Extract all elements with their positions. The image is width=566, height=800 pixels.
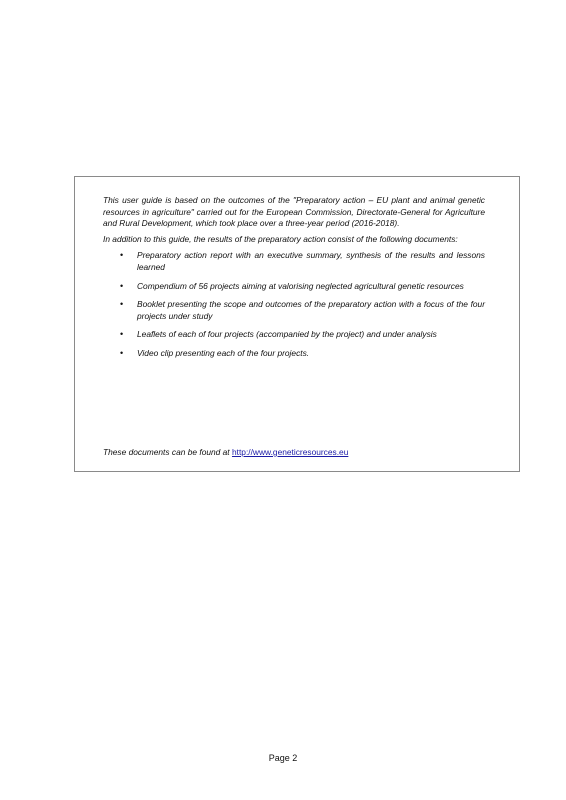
bullet-icon: • (120, 250, 124, 261)
list-item-text: Compendium of 56 projects aiming at valorising neglected agricultural genetic resources (137, 280, 464, 291)
list-item (103, 329, 485, 341)
bullet-icon: • (120, 299, 124, 310)
list-item (103, 250, 485, 273)
documents-location-text: These documents can be found at (103, 447, 230, 457)
list-item-text: Leaflets of each of four projects (accompanied by the project) and under analysis (137, 329, 437, 340)
bullet-icon: • (120, 329, 124, 340)
list-item-text: Booklet presenting the scope and outcomes of the preparatory action with a focus of the four projects under study (137, 299, 485, 321)
page-number: Page 2 (268, 753, 298, 763)
bullet-icon: • (120, 347, 124, 358)
intro-paragraph: This user guide is based on the outcomes of the "Preparatory action – EU plant and animal genetic resources in agriculture" carried out for the European Commission, Directorate-General for Agriculture and Rural Development, which took place over a three-year period (2016-2018). (103, 195, 485, 229)
info-box (74, 176, 520, 472)
geneticresources-link[interactable]: http://www.geneticresources.eu (231, 447, 349, 457)
documents-list (103, 250, 485, 359)
list-item (103, 299, 485, 322)
bullet-icon: • (120, 280, 124, 291)
list-item (103, 348, 485, 360)
documents-intro-paragraph: In addition to this guide, the results of the preparatory action consist of the following documents: (103, 233, 458, 244)
list-item-text: Video clip presenting each of the four projects. (137, 347, 310, 358)
documents-location-line (103, 447, 485, 459)
list-item-text: Preparatory action report with an executive summary, synthesis of the results and lessons learned (137, 250, 485, 272)
list-item (103, 281, 485, 293)
